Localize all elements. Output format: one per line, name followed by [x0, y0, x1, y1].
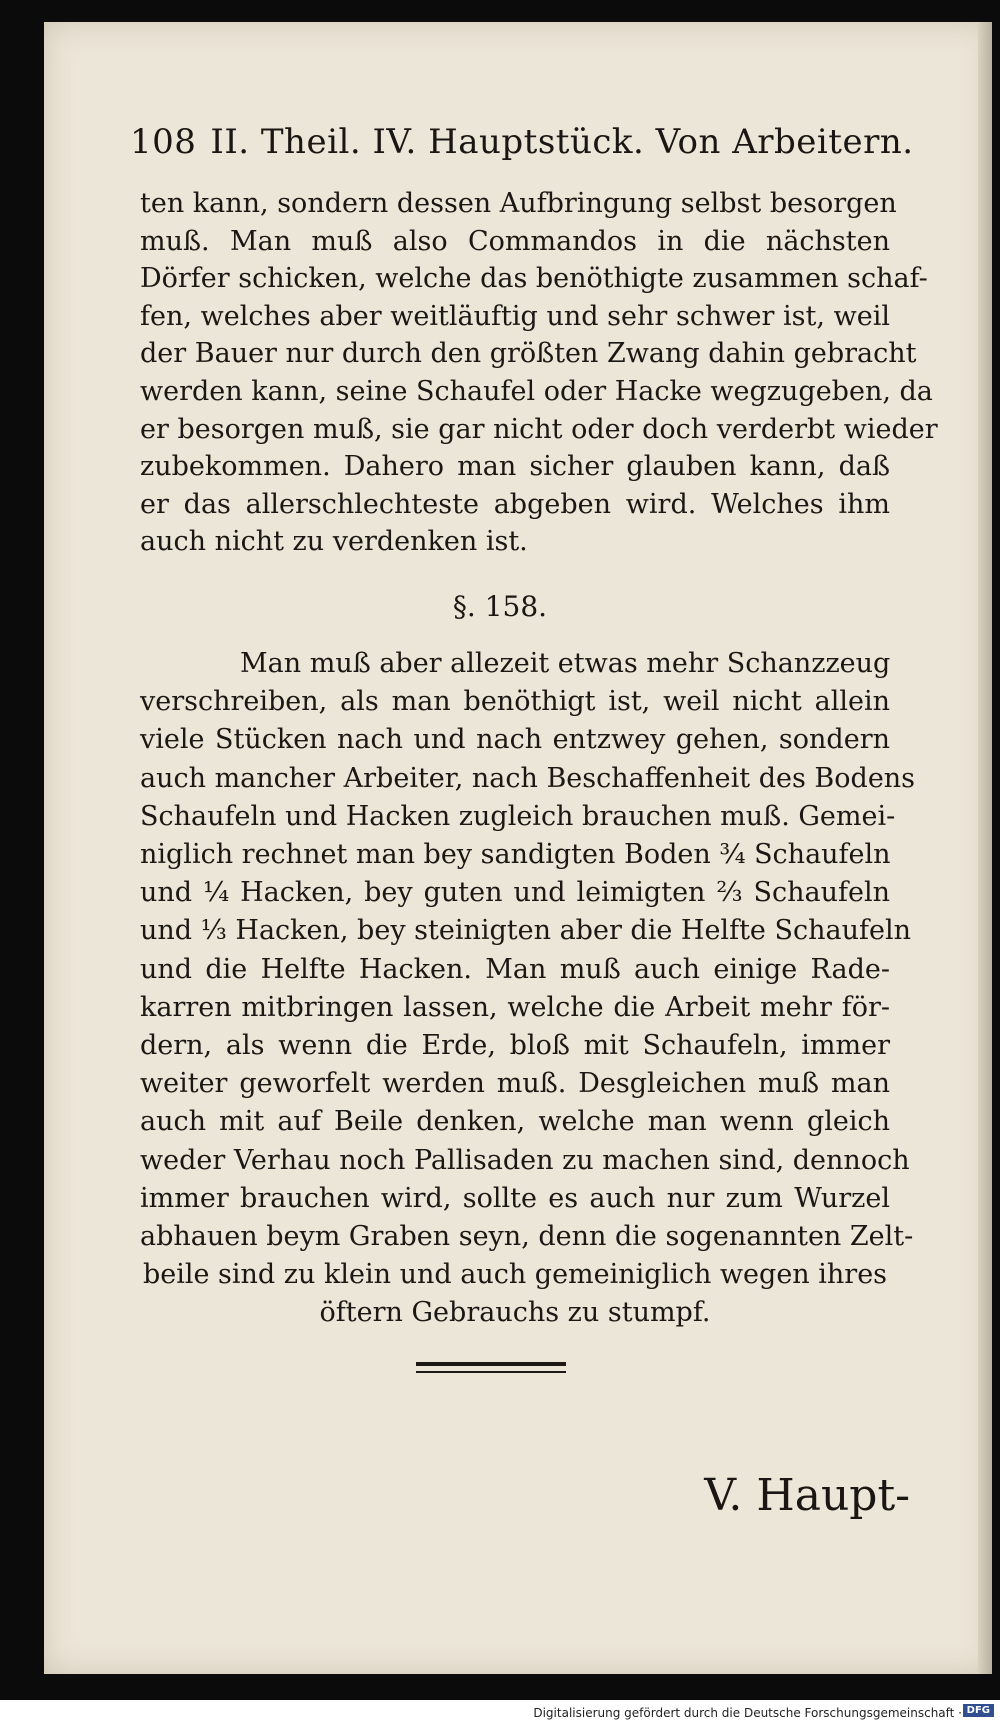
rule-thin	[416, 1371, 566, 1373]
text-line: auch mit auf Beile denken, welche man wenn gleich	[140, 1106, 890, 1138]
text-line: Dörfer schicken, welche das benöthigte zusammen schaf-	[140, 263, 928, 295]
text-line: der Bauer nur durch den größten Zwang dahin gebracht	[140, 338, 917, 370]
text-line: Man muß aber allezeit etwas mehr Schanzzeug	[240, 648, 891, 679]
text-line: fen, welches aber weitläuftig und sehr schwer ist, weil	[140, 300, 890, 332]
text-line: weiter geworfelt werden muß. Desgleichen muß man	[140, 1068, 890, 1100]
section-end-rule	[416, 1362, 566, 1373]
catchword: V. Haupt-	[704, 1470, 910, 1521]
page-edge	[978, 22, 992, 1674]
text-line: Schaufeln und Hacken zugleich brauchen muß. Gemei-	[140, 800, 896, 832]
running-title: II. Theil. IV. Hauptstück. Von Arbeitern.	[210, 122, 914, 162]
paragraph-continued	[140, 185, 938, 561]
text-line: er das allerschlechteste abgeben wird. Welches ihm	[140, 488, 890, 520]
text-line: viele Stücken nach und nach entzwey gehen, sondern	[140, 724, 890, 756]
digitization-footer	[0, 1700, 1000, 1726]
text-line: muß. Man muß also Commandos in die nächsten	[140, 225, 890, 257]
text-line: öftern Gebrauchs zu stumpf.	[319, 1297, 711, 1329]
paragraph-section-158	[140, 645, 916, 1333]
text-line: weder Verhau noch Pallisaden zu machen sind, dennoch	[140, 1144, 910, 1176]
text-line: auch mancher Arbeiter, nach Beschaffenheit des Bodens	[140, 762, 916, 794]
text-line: immer brauchen wird, sollte es auch nur zum Wurzel	[140, 1182, 890, 1214]
text-line: ten kann, sondern dessen Aufbringung selbst besorgen	[140, 188, 897, 219]
text-line: und ⅓ Hacken, bey steinigten aber die Helfte Schaufeln	[140, 915, 911, 947]
text-line: verschreiben, als man benöthigt ist, weil nicht allein	[140, 686, 890, 718]
text-line: karren mitbringen lassen, welche die Arbeit mehr för-	[140, 991, 890, 1023]
text-line: beile sind zu klein und auch gemeiniglich wegen ihres	[142, 1259, 888, 1291]
text-line: und die Helfte Hacken. Man muß auch einige Rade-	[140, 953, 890, 985]
dfg-logo: DFG	[963, 1704, 994, 1717]
text-line: werden kann, seine Schaufel oder Hacke wegzugeben, da	[140, 375, 933, 407]
text-line: auch nicht zu verdenken ist.	[140, 526, 528, 558]
text-line: dern, als wenn die Erde, bloß mit Schaufeln, immer	[140, 1030, 890, 1062]
text-line: er besorgen muß, sie gar nicht oder doch verderbt wieder	[140, 413, 938, 445]
running-header	[130, 122, 914, 162]
page-number: 108	[130, 122, 197, 162]
rule-thick	[416, 1362, 566, 1366]
text-line: zubekommen. Dahero man sicher glauben kann, daß	[140, 451, 890, 483]
text-line: niglich rechnet man bey sandigten Boden ¾ Schaufeln	[140, 839, 891, 871]
text-line: abhauen beym Graben seyn, denn die sogenannten Zelt-	[140, 1221, 914, 1253]
text-line: und ¼ Hacken, bey guten und leimigten ⅔ Schaufeln	[140, 877, 890, 909]
section-heading: §. 158.	[452, 590, 548, 623]
footer-credit: Digitalisierung gefördert durch die Deutsche Forschungsgemeinschaft ·	[533, 1706, 962, 1720]
